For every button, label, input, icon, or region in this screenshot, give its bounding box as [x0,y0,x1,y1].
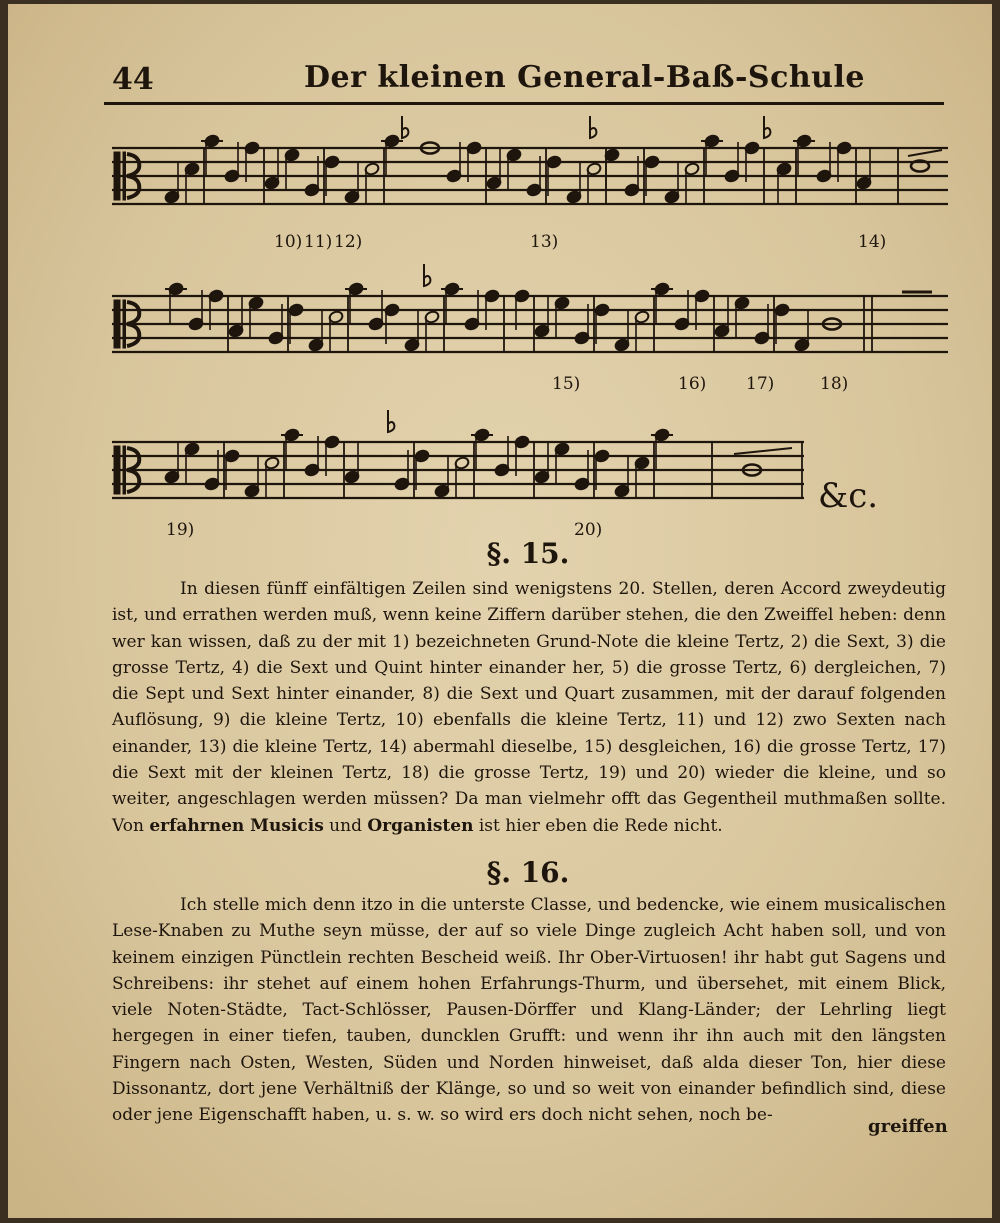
staff-1-number: 11) [304,232,333,252]
staff-2-number: 16) [678,374,707,394]
flat-sign [402,116,408,138]
section-16-heading: §. 16. [486,856,570,889]
staff-2-number: 18) [820,374,849,394]
staff-1-notation [112,114,948,224]
c-clef-bar [123,446,126,494]
section-16-body: Ich stelle mich denn itzo in die unterste Classe, und bedencke, wie einem musicalischen Lese-Knaben zu Muthe seyn müsse, der auf so viele Dinge zugleich Acht haben soll, und von keinem einzigen Pünctlein rechten Bescheid weiß. Ihr Ober-Virtuosen! ihr habt gut Sagens und Schreibens: ihr stehet auf einem hohen Erfahrungs-Thurm, und übersehet, mit einem Blick, viele Noten-Städte, Tact-Schlösser, Pausen-Dörffer und Klang-Länder; der Lehrling liegt hergegen in einer tiefen, tauben, duncklen Grufft: und wenn ihr ihn auch mit den längsten Fingern nach Osten, Westen, Süden und Norden hinweiset, daß alda dieser Ton, hier diese Dissonantz, dort jene Verhältniß der Klänge, so und so weit von einander befindlich sind, diese oder jene Eigenschafft haben, u. s. w. so wird ers doch nicht sehen, noch be- [112,895,946,1126]
flat-sign [388,410,394,432]
staff-1-number: 10) [274,232,303,252]
staff-2-number: 17) [746,374,775,394]
c-clef-bar [114,300,120,348]
book-page [8,4,992,1218]
staff-3-notation [112,408,812,518]
music-staff-2 [112,262,948,402]
bold-term: Organisten [367,815,474,836]
closing-text: ist hier eben die Rede nicht. [473,815,723,836]
etc-mark: &c. [818,476,879,516]
running-title: Der kleinen General-Baß-Schule [304,60,865,95]
c-clef-bar [123,152,126,200]
header-rule [104,102,944,105]
staff-1-number: 13) [530,232,559,252]
c-clef-bar [123,300,126,348]
staff-2-number: 15) [552,374,581,394]
staff-3-number: 20) [574,520,603,540]
bold-term: erfahrnen Musicis [149,815,324,836]
closing-text: und [323,815,368,836]
section-15-text [112,576,946,839]
music-staff-3 [112,408,948,548]
section-15-heading: §. 15. [486,537,570,570]
flat-sign [590,116,596,138]
section-16-text [112,892,946,1129]
music-staff-1 [112,114,948,274]
staff-3-number: 19) [166,520,195,540]
staff-1-number: 14) [858,232,887,252]
page-header [104,50,944,110]
page-number: 44 [112,62,154,97]
staff-1-number: 12) [334,232,363,252]
closing-text: Von [112,815,150,836]
slur-mark [734,448,792,454]
c-clef-bar [114,152,120,200]
c-clef-bar [114,446,120,494]
catch-word: greiffen [868,1116,948,1137]
flat-sign [764,116,770,138]
slur-mark [908,150,942,156]
section-15-body: In diesen fünff einfältigen Zeilen sind wenigstens 20. Stellen, deren Accord zweydeutig ist, und errathen werden muß, wenn keine Ziffern darüber stehen, die den Zweiffel heben: denn wer kan wissen, daß zu der mit 1) bezeichneten Grund-Note die kleine Tertz, 2) die Sext, 3) die grosse Tertz, 4) die Sext und Quint hinter einander her, 5) die grosse Tertz, 6) dergleichen, 7) die Sept und Sext hinter einander, 8) die Sext und Quart zusammen, mit der darauf folgenden Auflösung, 9) die kleine Tertz, 10) ebenfalls die kleine Tertz, 11) und 12) zwo Sexten nach einander, 13) die kleine Tertz, 14) abermahl dieselbe, 15) desgleichen, 16) die grosse Tertz, 17) die Sext mit der kleinen Tertz, 18) die grosse Tertz, 19) und 20) wieder die kleine, und so weiter, angeschlagen werden müssen? Da man vielmehr offt das Gegentheil muthmaßen sollte. [112,579,946,810]
flat-sign [424,264,430,286]
staff-2-notation [112,262,948,372]
